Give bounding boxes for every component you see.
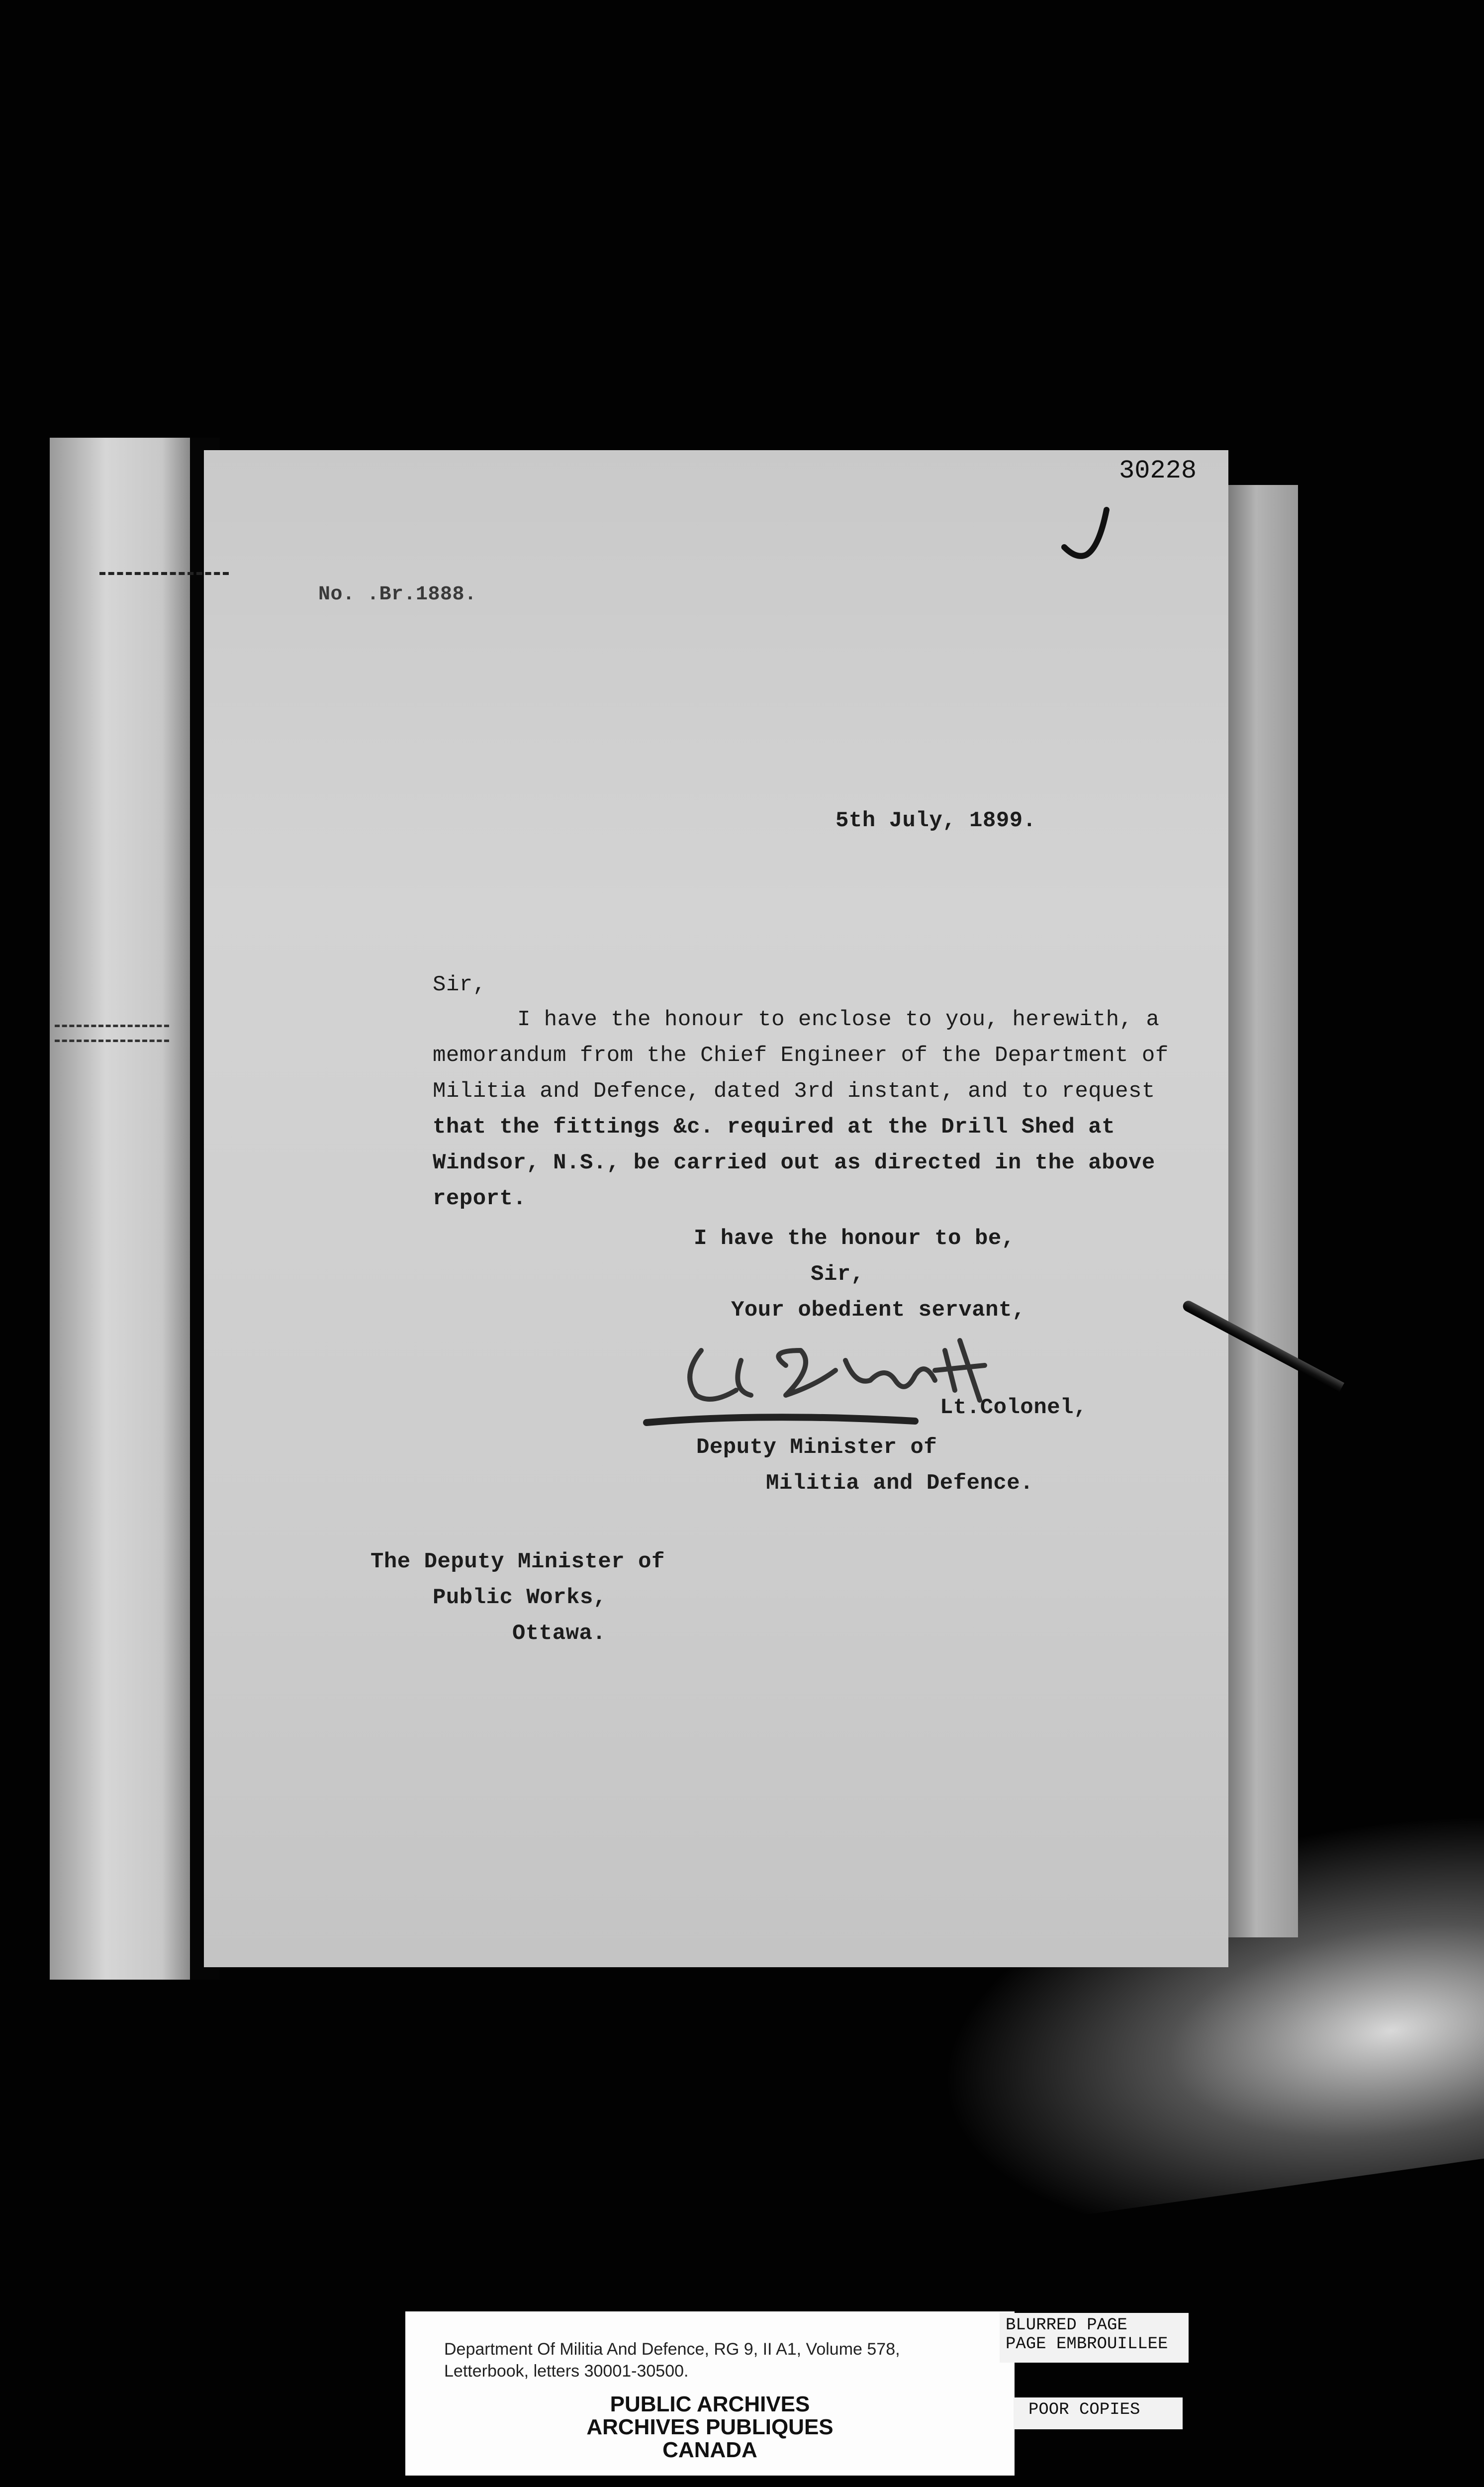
addressee-line: The Deputy Minister of bbox=[371, 1549, 665, 1574]
closing-line: Sir, bbox=[811, 1262, 864, 1287]
folio-number: 30228 bbox=[1119, 456, 1197, 485]
reference-number: No. .Br.1888. bbox=[318, 583, 477, 606]
letter-date: 5th July, 1899. bbox=[835, 808, 1036, 833]
addressee-line: Public Works, bbox=[433, 1585, 607, 1610]
body-line: that the fittings &c. required at the Drill Shed at bbox=[433, 1115, 1115, 1140]
body-line: I have the honour to enclose to you, herewith, a bbox=[517, 1007, 1160, 1032]
facing-page-strip bbox=[50, 438, 190, 1980]
letter-sheet bbox=[204, 450, 1228, 1967]
signatory-title: Militia and Defence. bbox=[766, 1471, 1034, 1496]
margin-dash-mark bbox=[99, 572, 229, 575]
facing-page-dash bbox=[55, 1025, 169, 1027]
addressee-line: Ottawa. bbox=[512, 1621, 606, 1646]
archive-name-en: PUBLIC ARCHIVES bbox=[610, 2392, 810, 2416]
blurred-page-tag bbox=[1000, 2313, 1189, 2363]
archive-source-line: Letterbook, letters 30001-30500. bbox=[444, 2362, 689, 2381]
salutation: Sir, bbox=[433, 972, 486, 997]
body-line: Windsor, N.S., be carried out as directed in the above bbox=[433, 1150, 1155, 1175]
archive-country: CANADA bbox=[662, 2438, 757, 2462]
check-mark-icon bbox=[1059, 500, 1119, 565]
handwritten-signature bbox=[637, 1331, 1034, 1440]
facing-page-dash bbox=[55, 1040, 169, 1042]
archive-caption-label bbox=[405, 2311, 1015, 2476]
body-line: Militia and Defence, dated 3rd instant, and to request bbox=[433, 1079, 1155, 1104]
poor-copies-tag: POOR COPIES bbox=[1014, 2397, 1183, 2429]
archive-source-line: Department Of Militia And Defence, RG 9, II A1, Volume 578, bbox=[444, 2340, 900, 2359]
page-edge-right bbox=[1228, 485, 1298, 1937]
body-line: report. bbox=[433, 1186, 527, 1211]
signatory-rank: Lt.Colonel, bbox=[940, 1395, 1087, 1420]
closing-line: I have the honour to be, bbox=[694, 1226, 1015, 1251]
archive-source bbox=[444, 2338, 1001, 2382]
archive-name-fr: ARCHIVES PUBLIQUES bbox=[586, 2415, 834, 2439]
blurred-page-fr: PAGE EMBROUILLEE bbox=[1006, 2335, 1168, 2354]
closing-line: Your obedient servant, bbox=[731, 1298, 1025, 1323]
signatory-title: Deputy Minister of bbox=[696, 1435, 937, 1460]
blurred-page-en: BLURRED PAGE bbox=[1006, 2316, 1127, 2335]
body-line: memorandum from the Chief Engineer of the Department of bbox=[433, 1043, 1169, 1068]
archive-name bbox=[405, 2393, 1015, 2462]
